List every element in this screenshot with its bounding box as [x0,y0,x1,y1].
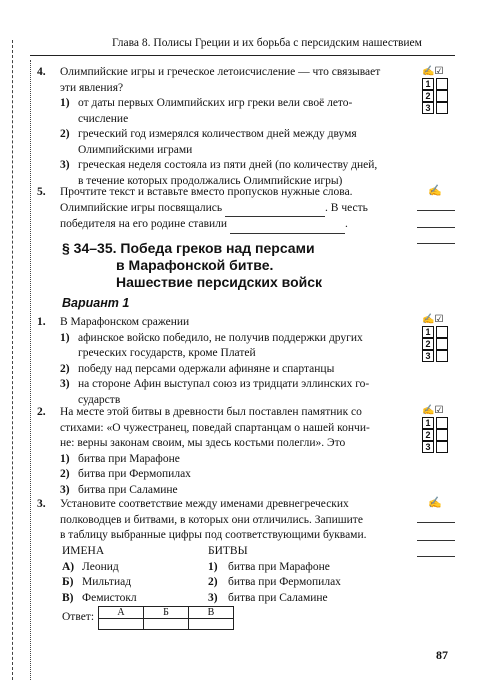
v1q1-option-3[interactable] [60,377,415,408]
names-header: ИМЕНА [62,545,105,557]
q4-option-1[interactable] [60,96,415,127]
choice-num: 2 [422,429,434,441]
option-number: 1) [60,452,70,465]
answer-line[interactable] [417,540,455,541]
q5-text: победителя на его родине ставили [60,218,228,231]
names-column [62,544,137,606]
answer-box-3[interactable] [436,102,448,114]
name-value: Фемистокл [82,591,137,604]
answer-box-2[interactable] [436,429,448,441]
answer-box-1[interactable] [436,417,448,429]
v1q2-answer-boxes [422,405,450,453]
v1q2-text-line2: стихами: «О чужестранец, поведай спартанцам о нашей кончи- [60,421,370,434]
answer-box-1[interactable] [436,326,448,338]
option-text: битва при Фермопилах [78,468,191,481]
v1q3-text-line1: Установите соответствие между именами древнегреческих [60,498,349,510]
answer-box-3[interactable] [436,350,448,362]
option-text-cont: Олимпийскими играми [78,143,193,156]
option-number: 3) [60,159,70,172]
q4-text-line1: Олимпийские игры и греческое летоисчисление — что связывает [60,66,381,78]
choice-num: 3 [422,350,434,362]
option-text: греческий год измерялся количеством дней между двумя [78,128,357,141]
choice-num: 1 [422,78,434,90]
battle-value: битва при Саламине [228,591,328,604]
v1q2-number: 2. [37,406,46,418]
option-text: афинское войско победило, не получив поддержки других [78,331,363,344]
v1q3-number: 3. [37,498,46,510]
q4-answer-boxes [422,66,450,114]
answer-cell-a[interactable] [99,619,144,630]
battle-key: 2) [208,576,218,589]
pen-check-icon: ✍☑ [422,66,444,77]
option-text: победу над персами одержали афиняне и спартанцы [78,362,335,375]
answer-box-1[interactable] [436,78,448,90]
q5-number: 5. [37,186,46,198]
v1q1-question [60,315,415,409]
v1q2-option-2[interactable] [60,467,415,483]
answer-table [98,606,234,630]
answer-label: Ответ: [62,611,95,623]
q4-number: 4. [37,66,46,78]
v1q3-text-line3: в таблицу выбранные цифры под соответствующими буквами. [60,529,367,542]
pen-check-icon: ✍☑ [422,314,444,325]
option-number: 1) [60,97,70,109]
q5-text-line1: Прочтите текст и вставьте вместо пропусков нужные слова. [60,186,353,198]
answer-col-b: Б [144,607,189,619]
battle-key: 1) [208,560,218,573]
option-text-cont: греческих государств, кроме Платей [78,347,256,360]
q5-blank-1[interactable] [225,201,325,218]
option-text: битва при Марафоне [78,452,180,465]
section-title-line2: в Марафонской битве. [116,257,274,273]
answer-cell-v[interactable] [189,619,234,630]
binding-line-outer [12,40,13,680]
choice-num: 2 [422,90,434,102]
v1q2-option-1[interactable] [60,452,415,468]
v1q1-option-1[interactable] [60,331,415,362]
option-text: от даты первых Олимпийских игр греки вели своё лето- [78,97,353,109]
q5-text: Олимпийские игры посвящались [60,201,223,214]
v1q1-number: 1. [37,316,46,328]
pen-icon: ✍ [428,185,442,197]
answer-line[interactable] [417,556,455,557]
answer-cell-b[interactable] [144,619,189,630]
binding-line-inner [30,60,31,680]
answer-col-a: А [99,607,144,619]
q5-question [60,185,415,234]
answer-line[interactable] [417,522,455,523]
battles-header: БИТВЫ [208,545,248,557]
answer-col-v: В [189,607,234,619]
answer-line[interactable] [417,210,455,211]
name-key: А) [62,560,75,573]
section-title [62,240,402,291]
q5-text-line3 [60,217,415,234]
q4-text-line2: эти явления? [60,81,124,94]
chapter-header: Глава 8. Полисы Греции и их борьба с персидским нашествием [112,37,422,49]
option-text-cont: сударств [78,393,121,406]
q4-question [60,65,415,96]
name-key: В) [62,591,74,604]
section-title-line1: § 34–35. Победа греков над персами [62,240,315,256]
option-number: 3) [60,483,70,496]
header-rule [30,55,455,56]
v1q1-option-2[interactable] [60,362,415,378]
q5-blank-2[interactable] [230,217,345,234]
choice-num: 2 [422,338,434,350]
option-number: 2) [60,468,70,481]
v1q1-text: В Марафонском сражении [60,316,190,328]
option-number: 2) [60,128,70,141]
pen-icon: ✍ [428,497,442,509]
option-text-cont: в течение которых продолжались Олимпийские игры) [78,174,343,187]
v1q2-question [60,405,415,499]
pen-check-icon: ✍☑ [422,405,444,416]
answer-box-2[interactable] [436,90,448,102]
answer-box-2[interactable] [436,338,448,350]
choice-num: 1 [422,417,434,429]
name-key: Б) [62,576,74,589]
choice-num: 3 [422,102,434,114]
q5-text: . [344,218,348,231]
section-title-line3: Нашествие персидских войск [116,274,323,290]
answer-line[interactable] [417,243,455,244]
v1q1-answer-boxes [422,314,450,362]
v1q2-text-line3: не: верны законам своим, мы здесь костьми полегли». Это [60,437,346,450]
option-text: греческая неделя состояла из пяти дней (по количеству дней, [78,159,378,172]
v1q3-question [60,497,415,544]
page-number: 87 [436,648,448,662]
q4-option-2[interactable] [60,127,415,158]
option-number: 1) [60,331,70,344]
battle-value: битва при Марафоне [228,560,330,573]
option-text: на стороне Афин выступал союз из тридцати эллинских го- [78,378,370,391]
battle-value: битва при Фермопилах [228,576,341,589]
q5-text-line2 [60,201,415,218]
q4-options [60,96,415,190]
name-value: Мильтиад [82,576,132,589]
option-number: 3) [60,378,70,391]
option-number: 2) [60,362,70,375]
battles-column [208,544,341,606]
v1q2-text-line1: На месте этой битвы в древности был поставлен памятник со [60,406,362,418]
choice-num: 3 [422,441,434,453]
variant-title: Вариант 1 [62,296,130,310]
answer-box-3[interactable] [436,441,448,453]
option-text-cont: счисление [78,112,129,125]
option-text: битва при Саламине [78,483,178,496]
v1q3-text-line2: полководцев и битвами, в которых они отличились. Запишите [60,513,363,526]
choice-num: 1 [422,326,434,338]
answer-line[interactable] [417,227,455,228]
q5-text: . В честь [325,201,368,214]
battle-key: 3) [208,591,218,604]
name-value: Леонид [82,560,119,573]
